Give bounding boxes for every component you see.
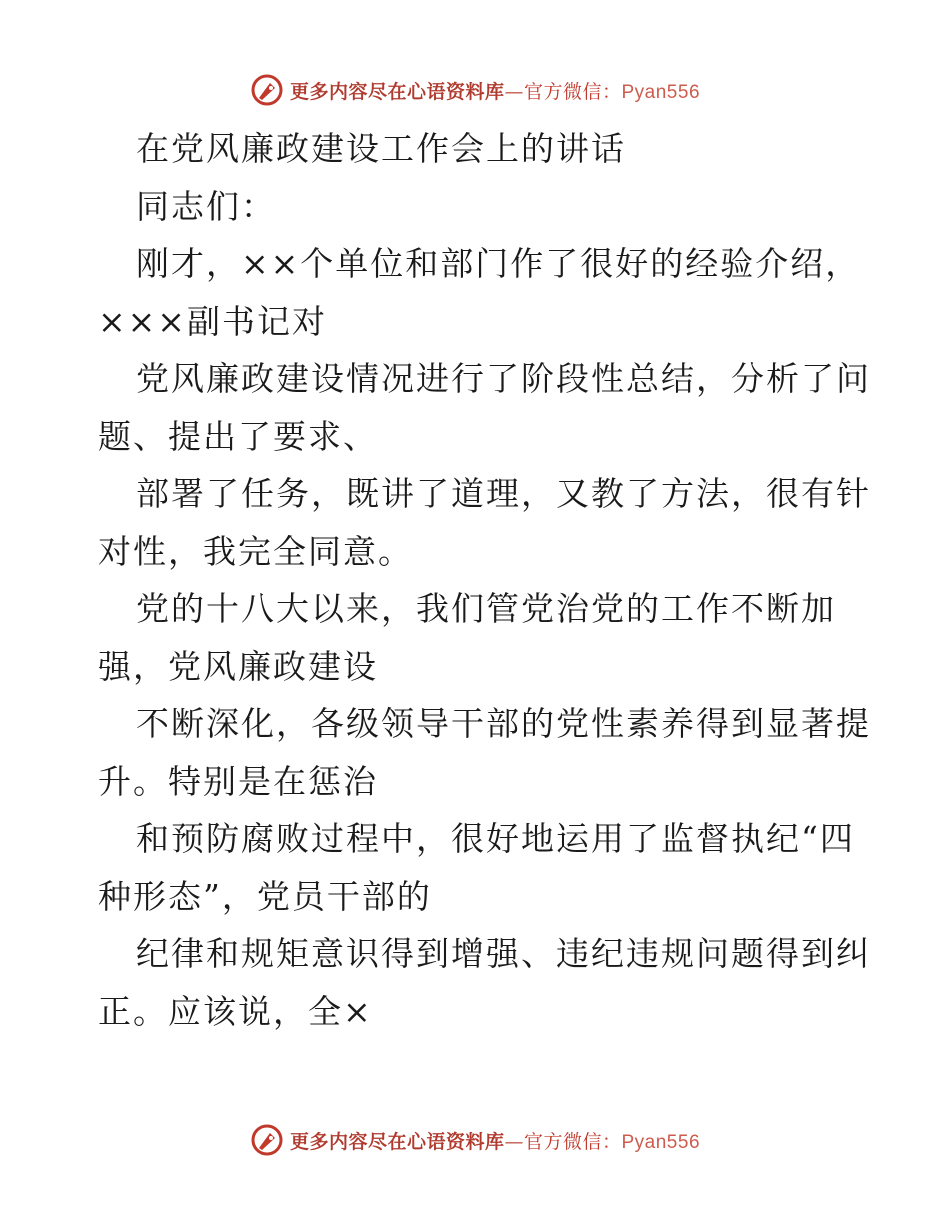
paragraph-line: 党的十八大以来，我们管党治党的工作不断加 <box>136 589 836 628</box>
footer-banner <box>0 1118 950 1162</box>
banner-wechat-id: Pyan556 <box>621 81 701 103</box>
paragraph-line: 同志们： <box>136 186 276 226</box>
banner-text <box>290 1127 700 1154</box>
banner-brand: 更多内容尽在心语资料库 <box>289 1130 505 1153</box>
paragraph-line: 正。应该说，全× <box>98 991 373 1031</box>
paragraph-line: 刚才，××个单位和部门作了很好的经验介绍， <box>136 244 861 283</box>
paragraph-line: 纪律和规矩意识得到增强、违纪违规问题得到纠 <box>136 934 871 973</box>
paragraph-line: ×××副书记对 <box>98 301 327 341</box>
banner-text <box>290 77 700 104</box>
banner-dash: — <box>504 80 524 103</box>
header-banner <box>0 68 950 112</box>
banner-wechat-id: Pyan556 <box>621 1131 701 1153</box>
document-title: 在党风廉政建设工作会上的讲话 <box>136 129 626 168</box>
banner-label: 官方微信： <box>523 80 622 103</box>
paragraph-line: 题、提出了要求、 <box>98 416 378 456</box>
paragraph-line: 部署了任务，既讲了道理，又教了方法，很有针 <box>136 474 871 513</box>
banner-dash: — <box>504 1130 524 1153</box>
document-body <box>98 120 871 1040</box>
paragraph-line: 强，党风廉政建设 <box>98 646 378 686</box>
paragraph-line: 对性，我完全同意。 <box>98 531 413 571</box>
paragraph-line: 党风廉政建设情况进行了阶段性总结，分析了问 <box>136 359 871 398</box>
paragraph-line: 种形态”，党员干部的 <box>98 876 432 916</box>
paragraph-line: 不断深化，各级领导干部的党性素养得到显著提 <box>136 704 871 743</box>
paragraph-line: 和预防腐败过程中，很好地运用了监督执纪“四 <box>136 819 855 858</box>
banner-label: 官方微信： <box>523 1130 622 1153</box>
pen-nib-logo-icon <box>250 73 284 107</box>
pen-nib-logo-icon <box>250 1123 284 1157</box>
paragraph-line: 升。特别是在惩治 <box>98 761 378 801</box>
banner-brand: 更多内容尽在心语资料库 <box>289 80 505 103</box>
